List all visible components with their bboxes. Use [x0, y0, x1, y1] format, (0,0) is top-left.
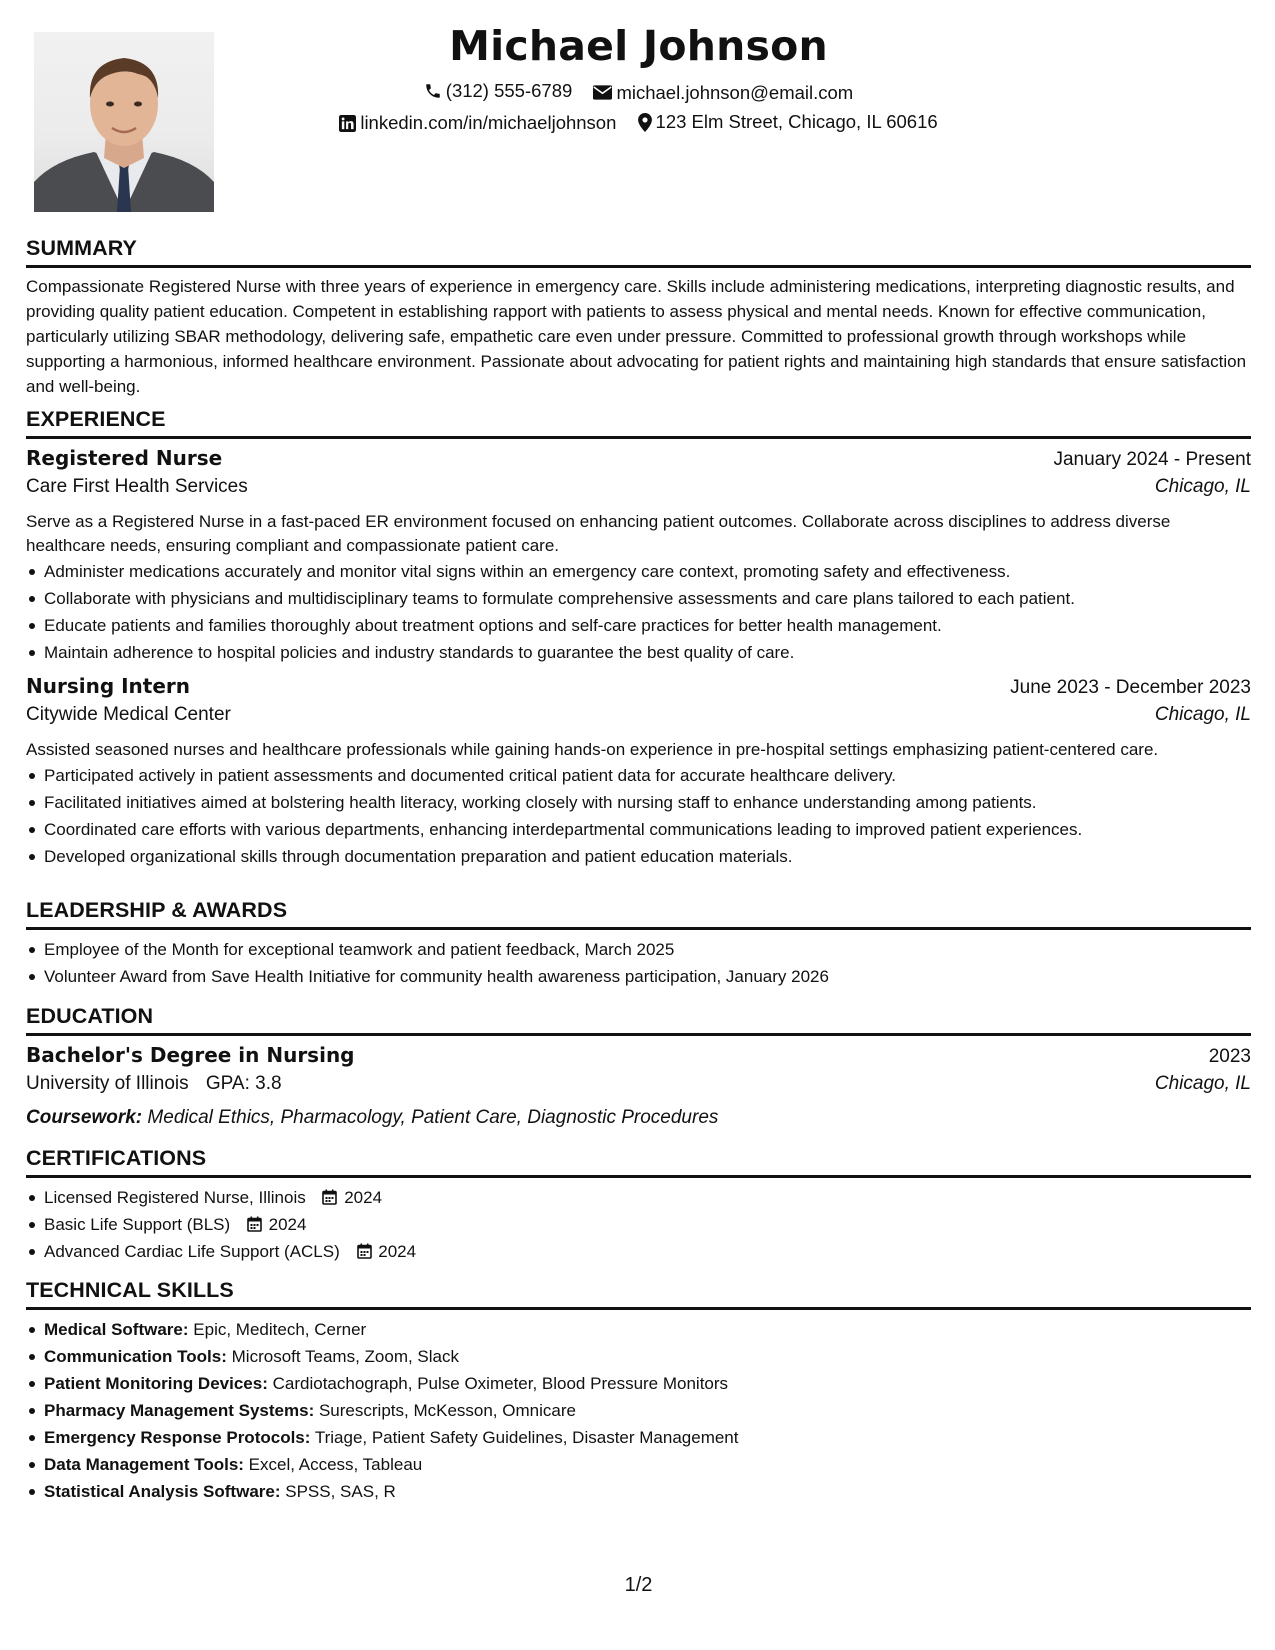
certifications-heading: CERTIFICATIONS [26, 1146, 1251, 1178]
experience-section [26, 407, 1251, 870]
job-bullets [26, 558, 1251, 666]
job-company: Care First Health Services [26, 476, 248, 497]
job-date: January 2024 - Present [1053, 449, 1251, 470]
certifications-section [26, 1146, 1251, 1265]
resume-page [26, 0, 1251, 1650]
list-item: Maintain adherence to hospital policies and industry standards to guarantee the best quality of care. [44, 639, 1251, 666]
linkedin-icon [339, 115, 356, 132]
education-heading: EDUCATION [26, 1004, 1251, 1036]
job-location: Chicago, IL [1154, 476, 1251, 497]
skill-label: Patient Monitoring Devices: [44, 1374, 268, 1393]
phone-text: (312) 555-6789 [445, 80, 573, 101]
cert-name: Basic Life Support (BLS) [44, 1215, 231, 1234]
leadership-heading: LEADERSHIP & AWARDS [26, 898, 1251, 930]
job-title: Nursing Intern [26, 674, 191, 698]
cert-name: Advanced Cardiac Life Support (ACLS) [44, 1242, 340, 1261]
map-pin-icon [638, 113, 652, 132]
list-item: Educate patients and families thoroughly about treatment options and self-care practices for better health management. [44, 612, 1251, 639]
contact-line-1 [26, 80, 1251, 105]
list-item [44, 1451, 1251, 1478]
skills-list [26, 1316, 1251, 1505]
job-title: Registered Nurse [26, 446, 223, 470]
skill-label: Emergency Response Protocols: [44, 1428, 311, 1447]
address-text: 123 Elm Street, Chicago, IL 60616 [655, 111, 938, 132]
skills-section [26, 1278, 1251, 1505]
cert-year: 2024 [268, 1215, 307, 1234]
skill-value: SPSS, SAS, R [285, 1482, 396, 1501]
job-location: Chicago, IL [1154, 704, 1251, 725]
skill-value: Triage, Patient Safety Guidelines, Disaster Management [314, 1428, 739, 1447]
skill-value: Cardiotachograph, Pulse Oximeter, Blood Pressure Monitors [272, 1374, 729, 1393]
leadership-section [26, 898, 1251, 990]
linkedin-text[interactable]: linkedin.com/in/michaeljohnson [360, 112, 617, 133]
gpa: GPA: 3.8 [205, 1073, 282, 1094]
skill-label: Medical Software: [44, 1320, 189, 1339]
school-name: University of Illinois [26, 1073, 189, 1094]
skill-label: Statistical Analysis Software: [44, 1482, 281, 1501]
phone-contact [424, 80, 573, 102]
candidate-name: Michael Johnson [449, 22, 828, 70]
contact-line-2 [26, 111, 1251, 137]
school-location: Chicago, IL [1154, 1073, 1251, 1094]
list-item [44, 1424, 1251, 1451]
list-item: Employee of the Month for exceptional teamwork and patient feedback, March 2025 [44, 936, 1251, 963]
job-date: June 2023 - December 2023 [1010, 677, 1251, 698]
skill-value: Excel, Access, Tableau [248, 1455, 423, 1474]
list-item: Participated actively in patient assessments and documented critical patient data for accurate healthcare delivery. [44, 762, 1251, 789]
phone-icon [424, 82, 442, 100]
list-item [44, 1397, 1251, 1424]
list-item [44, 1343, 1251, 1370]
linkedin-contact[interactable] [339, 112, 616, 134]
list-item [44, 1478, 1251, 1505]
cert-year: 2024 [344, 1188, 383, 1207]
graduation-year: 2023 [1208, 1046, 1251, 1067]
list-item: Administer medications accurately and monitor vital signs within an emergency care context, promoting safety and effectiveness. [44, 558, 1251, 585]
education-section [26, 1004, 1251, 1133]
list-item [44, 1184, 1251, 1211]
list-item [44, 1211, 1251, 1238]
job-entry-2 [26, 674, 1251, 870]
summary-text: Compassionate Registered Nurse with three years of experience in emergency care. Skills include administering medications, interpreting diagnostic results, and providing quality patient education. Competent in establishing rapport with patients to assess physical and mental needs. Known for effective communication, particularly utilizing SBAR methodology, delivering safe, empathetic care even under pressure. Committed to professional growth through workshops while supporting a harmonious, informed healthcare environment. Passionate about advocating for patient rights and maintaining high standards that ensure satisfaction and well-being. [26, 277, 1247, 396]
skill-label: Data Management Tools: [44, 1455, 244, 1474]
calendar-icon [247, 1216, 262, 1232]
calendar-icon [322, 1189, 337, 1205]
list-item: Collaborate with physicians and multidisciplinary teams to formulate comprehensive assessments and care plans tailored to each patient. [44, 585, 1251, 612]
coursework-text: Medical Ethics, Pharmacology, Patient Care, Diagnostic Procedures [147, 1107, 719, 1128]
degree: Bachelor's Degree in Nursing [26, 1043, 355, 1067]
list-item [44, 1370, 1251, 1397]
job-description: Serve as a Registered Nurse in a fast-paced ER environment focused on enhancing patient outcomes. Collaborate across disciplines to address diverse healthcare needs, ensuring compliant and compassionate patient care. [26, 512, 1171, 555]
list-item [44, 1238, 1251, 1265]
address-contact [638, 111, 938, 133]
cert-year: 2024 [378, 1242, 417, 1261]
list-item: Facilitated initiatives aimed at bolstering health literacy, working closely with nursing staff to enhance understanding among patients. [44, 789, 1251, 816]
calendar-icon [357, 1243, 372, 1259]
school-line [26, 1073, 282, 1095]
job-bullets [26, 762, 1251, 870]
cert-name: Licensed Registered Nurse, Illinois [44, 1188, 306, 1207]
job-entry-1 [26, 446, 1251, 666]
list-item: Coordinated care efforts with various departments, enhancing interdepartmental communications leading to improved patient experiences. [44, 816, 1251, 843]
skills-heading: TECHNICAL SKILLS [26, 1278, 1251, 1310]
page-number: 1/2 [624, 1574, 653, 1596]
coursework-label: Coursework: [26, 1107, 143, 1128]
envelope-icon [593, 85, 612, 100]
email-text[interactable]: michael.johnson@email.com [616, 81, 854, 103]
list-item: Developed organizational skills through documentation preparation and patient education materials. [44, 843, 1251, 870]
coursework-line [26, 1103, 1251, 1133]
skill-label: Communication Tools: [44, 1347, 227, 1366]
job-description: Assisted seasoned nurses and healthcare professionals while gaining hands-on experience in pre-hospital settings emphasizing patient-centered care. [26, 740, 1159, 759]
leadership-list [26, 936, 1251, 990]
summary-heading: SUMMARY [26, 236, 1251, 268]
email-contact[interactable] [593, 82, 853, 104]
summary-section [26, 236, 1251, 399]
list-item [44, 1316, 1251, 1343]
experience-heading: EXPERIENCE [26, 407, 1251, 439]
skill-value: Surescripts, McKesson, Omnicare [318, 1401, 576, 1420]
skill-label: Pharmacy Management Systems: [44, 1401, 315, 1420]
job-company: Citywide Medical Center [26, 704, 231, 725]
skill-value: Epic, Meditech, Cerner [193, 1320, 367, 1339]
skill-value: Microsoft Teams, Zoom, Slack [231, 1347, 459, 1366]
certifications-list [26, 1184, 1251, 1265]
list-item: Volunteer Award from Save Health Initiative for community health awareness participation, January 2026 [44, 963, 1251, 990]
